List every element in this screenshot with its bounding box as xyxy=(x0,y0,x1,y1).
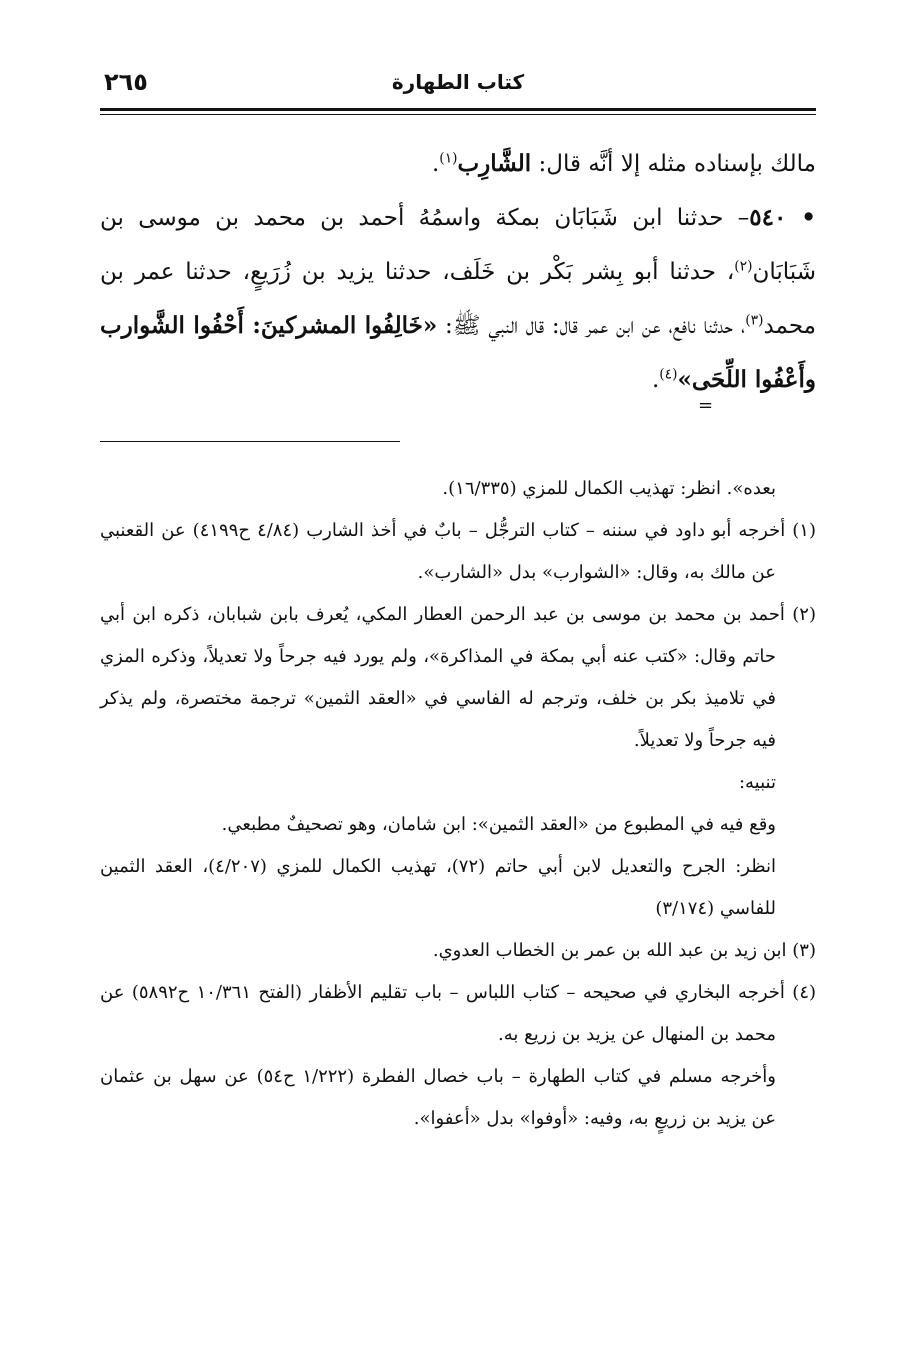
footnote-ref-4: (٤) xyxy=(659,366,678,383)
text-line-intro: مالك بإسناده مثله إلا أنَّه قال: الشَّارِب$^{(١)}$. xyxy=(431,150,816,177)
header-rule-thin xyxy=(100,114,816,115)
header-rule-thick xyxy=(100,108,816,111)
bold-term: الشَّارِب xyxy=(457,150,532,177)
footnote-4: (٤) أخرجه البخاري في صحيحه – كتاب اللباس – باب تقليم الأظفار (الفتح ١٠/٣٦١ ح٥٨٩٢) عن محمد بن المنهال عن يزيد بن زريع به. xyxy=(100,982,817,1045)
footnote-2-tanbih-label: تنبيه: xyxy=(738,772,776,793)
continuation-mark: = xyxy=(698,395,714,416)
running-title: كتاب الطهارة xyxy=(391,70,525,94)
page-number: ٢٦٥ xyxy=(104,68,148,96)
hadith-paragraph: • ٥٤٠– حدثنا ابن شَبَابَان بمكة واسمُهُ أحمد بن محمد بن موسى بن شَبَابَان$^{(٢)}$، حدثنا أبو بِشر بَكْر بن خَلَف، حدثنا يزيد بن زُرَيعٍ، حدثنا عمر بن محمد$^{(٣)}$، حدثنا نافع، عن ابن عمر قال: قال النبي ﷺ: «خَالِفُوا المشركينَ: أَحْفُوا الشَّوارب وأَعْفُوا اللِّحَى»$^{(٤)}$. xyxy=(100,204,816,393)
footnote-2-tanbih-text: وقع فيه في المطبوع من «العقد الثمين»: ابن شامان، وهو تصحيفٌ مطبعي. xyxy=(221,814,776,835)
footnote-ref-1: (١) xyxy=(439,150,458,167)
main-text xyxy=(100,137,816,407)
page-header xyxy=(100,68,816,108)
hadith-matn: «خَالِفُوا المشركينَ: أَحْفُوا الشَّوارب وأَعْفُوا اللِّحَى» xyxy=(100,312,816,393)
footnote-4-muslim: وأخرجه مسلم في كتاب الطهارة – باب خصال الفطرة (١/٢٢٢ ح٥٤) عن سهل بن عثمان عن يزيد بن زريعٍ به، وفيه: «أوفوا» بدل «أعفوا». xyxy=(100,1066,776,1129)
footnote-2-references: انظر: الجرح والتعديل لابن أبي حاتم (٧٢)، تهذيب الكمال للمزي (٤/٢٠٧)، العقد الثمين للفاسي (٣/١٧٤) xyxy=(100,856,776,919)
footnotes xyxy=(100,468,816,1140)
footnote-separator xyxy=(100,441,400,442)
footnote-continuation: بعده». انظر: تهذيب الكمال للمزي (١٦/٣٣٥). xyxy=(442,478,776,499)
book-page xyxy=(100,68,816,1140)
footnote-1: (١) أخرجه أبو داود في سننه – كتاب الترجُّل – بابٌ في أخذ الشارب (٤/٨٤ ح٤١٩٩) عن القعنبي عن مالك به، وقال: «الشوارب» بدل «الشارب». xyxy=(100,520,816,583)
footnote-ref-2: (٢) xyxy=(734,258,753,275)
footnote-2: (٢) أحمد بن محمد بن موسى بن عبد الرحمن العطار المكي، يُعرف بابن شبابان، ذكره ابن أبي حاتم وقال: «كتب عنه أبي بمكة في المذاكرة»، ولم يورد فيه جرحاً ولا تعديلاً، وذكره المزي في تلاميذ بكر بن خلف، وترجم له الفاسي في «العقد الثمين» ترجمة مختصرة، ولم يذكر فيه جرحاً ولا تعديلاً. xyxy=(100,604,816,751)
hadith-number: • ٥٤٠ xyxy=(749,204,816,231)
footnote-ref-3: (٣) xyxy=(745,312,764,329)
footnote-3: (٣) ابن زيد بن عبد الله بن عمر بن الخطاب العدوي. xyxy=(432,940,816,961)
